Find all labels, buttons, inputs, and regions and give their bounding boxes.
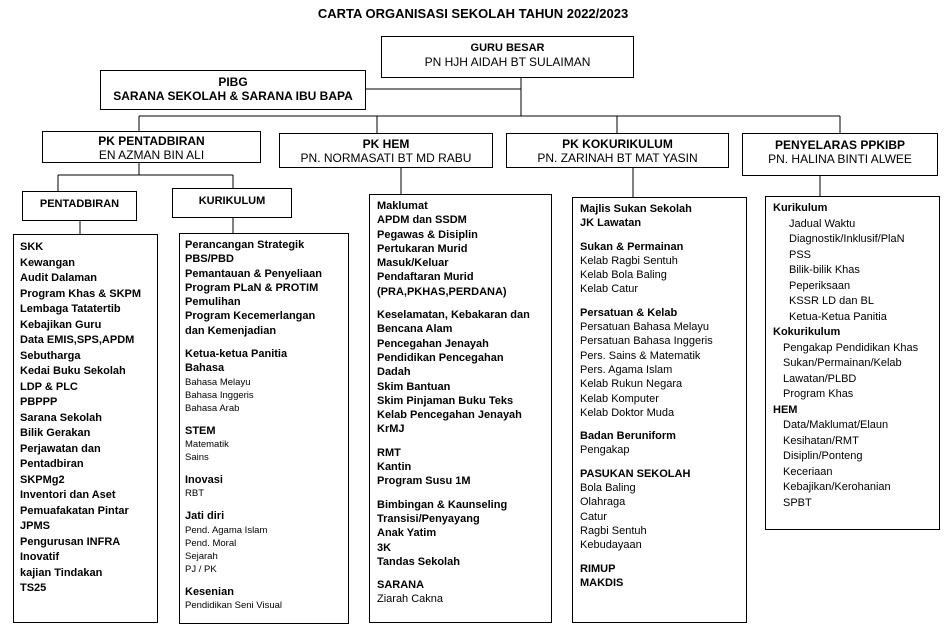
pentadbiran-item: PBPPP	[20, 396, 58, 408]
ppki-kokurikulum-item: Pengakap Pendidikan Khas	[783, 341, 919, 354]
kokurikulum-item: RIMUP	[580, 562, 616, 575]
pentadbiran-item: Lembaga Tatatertib	[20, 303, 121, 315]
pk-kokurikulum-role: PK KOKURIKULUM	[562, 137, 673, 151]
pibg-role: PIBG	[218, 75, 248, 89]
hem-item: (PRA,PKHAS,PERDANA)	[377, 285, 507, 298]
pentadbiran-item: Kedai Buku Sekolah	[20, 365, 126, 377]
hem-item: RMT	[377, 446, 401, 459]
persatuan-item: Pers. Agama Islam	[580, 363, 673, 376]
inovasi-item: RBT	[185, 488, 204, 500]
pentadbiran-item: SKPMg2	[20, 473, 65, 486]
ppki-kurikulum-item: Peperiksaan	[789, 279, 851, 292]
penyelaras-box	[742, 133, 938, 176]
kokurikulum-item: MAKDIS	[580, 576, 624, 589]
pentadbiran-item: SKK	[20, 241, 44, 253]
ppki-kurikulum-item: Ketua-Ketua Panitia	[789, 310, 887, 323]
jati-diri-item: Pend. Moral	[185, 537, 237, 549]
kurikulum-item: Program Kecemerlangan	[185, 310, 316, 323]
kokurikulum-item: Majlis Sukan Sekolah	[580, 203, 692, 215]
penyelaras-name: PN. HALINA BINTI ALWEE	[768, 152, 912, 167]
ppki-kokurikulum-heading: Kokurikulum	[773, 326, 841, 338]
kurikulum-label-box	[172, 188, 292, 218]
bahasa-item: Bahasa Melayu	[185, 376, 251, 388]
pk-pentadbiran-box	[42, 131, 261, 163]
stem-item: Matematik	[185, 438, 229, 450]
ppki-hem-heading: HEM	[773, 403, 798, 416]
ketua-panitia-heading: Ketua-ketua Panitia	[185, 348, 288, 361]
hem-list	[369, 194, 552, 623]
persatuan-item: Kelab Rukun Negara	[580, 378, 683, 391]
bahasa-item: Bahasa Inggeris	[185, 389, 254, 401]
pasukan-heading: PASUKAN SEKOLAH	[580, 467, 691, 480]
pibg-name: SARANA SEKOLAH & SARANA IBU BAPA	[113, 89, 353, 104]
ppki-kurikulum-item: PSS	[789, 248, 812, 261]
pk-kokurikulum-box	[506, 133, 729, 168]
badan-heading: Badan Beruniform	[580, 430, 676, 443]
hem-item: Pencegahan Jenayah	[377, 337, 489, 350]
hem-item: Keselamatan, Kebakaran dan	[377, 309, 530, 322]
pentadbiran-item: Data EMIS,SPS,APDM	[20, 334, 135, 346]
persatuan-heading: Persatuan & Kelab	[580, 306, 678, 319]
pentadbiran-item: Kebajikan Guru	[20, 318, 102, 331]
ppki-hem-item: Kebajikan/Kerohanian	[783, 481, 891, 493]
pentadbiran-item: Inventori dan Aset	[20, 489, 116, 501]
kokurikulum-list	[572, 197, 747, 623]
ppki-kokurikulum-item: Sukan/Permainan/Kelab	[783, 357, 902, 369]
ppki-kokurikulum-item: Program Khas	[783, 388, 854, 400]
sarana-heading: SARANA	[377, 579, 425, 592]
kurikulum-item: Pemantauan & Penyeliaan	[185, 267, 322, 280]
ppki-kurikulum-heading: Kurikulum	[773, 202, 828, 214]
pk-pentadbiran-name: EN AZMAN BIN ALI	[98, 148, 205, 163]
hem-item: Maklumat	[377, 200, 428, 212]
pentadbiran-item: Pentadbiran	[20, 458, 84, 470]
hem-item: Tandas Sekolah	[377, 555, 460, 568]
ppki-hem-item: Disiplin/Ponteng	[783, 450, 863, 462]
kurikulum-item: Program PLaN & PROTIM	[185, 281, 319, 294]
persatuan-item: Persatuan Bahasa Melayu	[580, 321, 710, 334]
guru-besar-role: GURU BESAR	[470, 42, 545, 54]
pk-pentadbiran-role: PK PENTADBIRAN	[98, 134, 205, 148]
kesenian-item: Pendidikan Seni Visual	[185, 599, 283, 611]
pentadbiran-item: Program Khas & SKPM	[20, 287, 142, 300]
ppki-kokurikulum-item: Lawatan/PLBD	[783, 372, 857, 385]
jati-diri-item: Sejarah	[185, 550, 218, 562]
pentadbiran-item: Audit Dalaman	[20, 272, 98, 284]
kokurikulum-item: JK Lawatan	[580, 217, 642, 230]
pentadbiran-item: Inovatif	[20, 551, 60, 563]
guru-besar-box	[381, 36, 634, 78]
pentadbiran-item: kajian Tindakan	[20, 566, 103, 579]
kesenian-heading: Kesenian	[185, 585, 234, 598]
bahasa-item: Bahasa Arab	[185, 402, 240, 414]
pentadbiran-item: Perjawatan dan	[20, 442, 101, 455]
pentadbiran-item: Pemuafakatan Pintar	[20, 504, 129, 517]
persatuan-item: Persatuan Bahasa Inggeris	[580, 335, 713, 348]
pentadbiran-list	[13, 234, 158, 623]
chart-title: CARTA ORGANISASI SEKOLAH TAHUN 2022/2023	[317, 6, 629, 21]
inovasi-heading: Inovasi	[185, 473, 223, 486]
pasukan-item: Catur	[580, 510, 607, 523]
kurikulum-item: dan Kemenjadian	[185, 324, 277, 337]
pentadbiran-label-box	[22, 191, 137, 221]
pasukan-item: Ragbi Sentuh	[580, 524, 647, 537]
ppki-kurikulum-item: Jadual Waktu	[789, 217, 856, 230]
persatuan-item: Kelab Doktor Muda	[580, 406, 675, 419]
pentadbiran-item: Pengurusan INFRA	[20, 535, 121, 548]
hem-item: 3K	[377, 541, 392, 554]
pentadbiran-item: JPMS	[20, 520, 50, 532]
pasukan-item: Kebudayaan	[580, 539, 642, 552]
pk-hem-name: PN. NORMASATI BT MD RABU	[300, 151, 472, 166]
hem-item: Pertukaran Murid	[377, 242, 468, 255]
pasukan-item: Bola Baling	[580, 482, 636, 495]
kurikulum-label: KURIKULUM	[198, 195, 266, 207]
hem-item: Kantin	[377, 461, 412, 474]
kurikulum-item: Pemulihan	[185, 296, 241, 309]
ppki-list	[765, 196, 940, 530]
pk-hem-box	[279, 133, 493, 168]
pasukan-item: Olahraga	[580, 496, 626, 509]
hem-item: Transisi/Penyayang	[377, 512, 480, 525]
ppki-kurikulum-item: Bilik-bilik Khas	[789, 264, 860, 276]
sarana-item: Ziarah Cakna	[377, 593, 444, 606]
ppki-hem-item: SPBT	[783, 496, 812, 509]
sukan-heading: Sukan & Permainan	[580, 240, 684, 253]
hem-item: Pegawas & Disiplin	[377, 228, 478, 241]
penyelaras-role: PENYELARAS PPKIBP	[774, 138, 906, 152]
hem-item: Program Susu 1M	[377, 475, 471, 488]
hem-item: Anak Yatim	[377, 527, 437, 540]
stem-heading: STEM	[185, 424, 216, 437]
ppki-hem-item: Keceriaan	[783, 465, 833, 478]
kurikulum-list	[179, 233, 349, 624]
hem-item: Dadah	[377, 366, 411, 379]
pentadbiran-item: Sarana Sekolah	[20, 411, 102, 424]
pibg-box	[100, 70, 366, 110]
pentadbiran-item: Sebutharga	[20, 349, 81, 362]
ppki-hem-item: Kesihatan/RMT	[783, 434, 859, 447]
badan-item: Pengakap	[580, 444, 630, 457]
sukan-item: Kelab Bola Baling	[580, 269, 667, 282]
hem-item: KrMJ	[377, 423, 405, 436]
jati-diri-item: Pend. Agama Islam	[185, 524, 268, 536]
jati-diri-heading: Jati diri	[185, 510, 225, 523]
pentadbiran-item: Bilik Gerakan	[20, 427, 91, 439]
hem-item: Kelab Pencegahan Jenayah	[377, 409, 522, 422]
ppki-hem-item: Data/Maklumat/Elaun	[783, 419, 889, 431]
sukan-item: Kelab Catur	[580, 283, 639, 296]
kurikulum-item: Perancangan Strategik	[185, 239, 305, 251]
guru-besar-name: PN HJH AIDAH BT SULAIMAN	[424, 55, 591, 70]
persatuan-item: Kelab Komputer	[580, 392, 659, 405]
hem-item: Masuk/Keluar	[377, 257, 449, 270]
jati-diri-item: PJ / PK	[185, 563, 217, 575]
persatuan-item: Pers. Sains & Matematik	[580, 349, 701, 362]
pk-kokurikulum-name: PN. ZARINAH BT MAT YASIN	[537, 151, 698, 166]
hem-item: Bimbingan & Kaunseling	[377, 498, 508, 511]
ppki-kurikulum-item: KSSR LD dan BL	[789, 295, 874, 307]
pentadbiran-item: TS25	[20, 582, 47, 594]
pk-hem-role: PK HEM	[362, 137, 410, 151]
sukan-item: Kelab Ragbi Sentuh	[580, 254, 678, 267]
ketua-panitia-heading: Bahasa	[185, 362, 225, 375]
pentadbiran-item: LDP & PLC	[20, 380, 78, 393]
ppki-kurikulum-item: Diagnostik/Inklusif/PlaN	[789, 233, 905, 245]
stem-item: Sains	[185, 451, 209, 463]
kurikulum-item: PBS/PBD	[185, 253, 234, 266]
hem-item: APDM dan SSDM	[377, 214, 467, 227]
pentadbiran-item: Kewangan	[20, 256, 76, 269]
hem-item: Pendaftaran Murid	[377, 271, 474, 284]
hem-item: Bencana Alam	[377, 323, 453, 336]
hem-item: Skim Bantuan	[377, 380, 451, 393]
hem-item: Pendidikan Pencegahan	[377, 351, 504, 364]
pentadbiran-label: PENTADBIRAN	[39, 198, 120, 210]
hem-item: Skim Pinjaman Buku Teks	[377, 394, 514, 407]
